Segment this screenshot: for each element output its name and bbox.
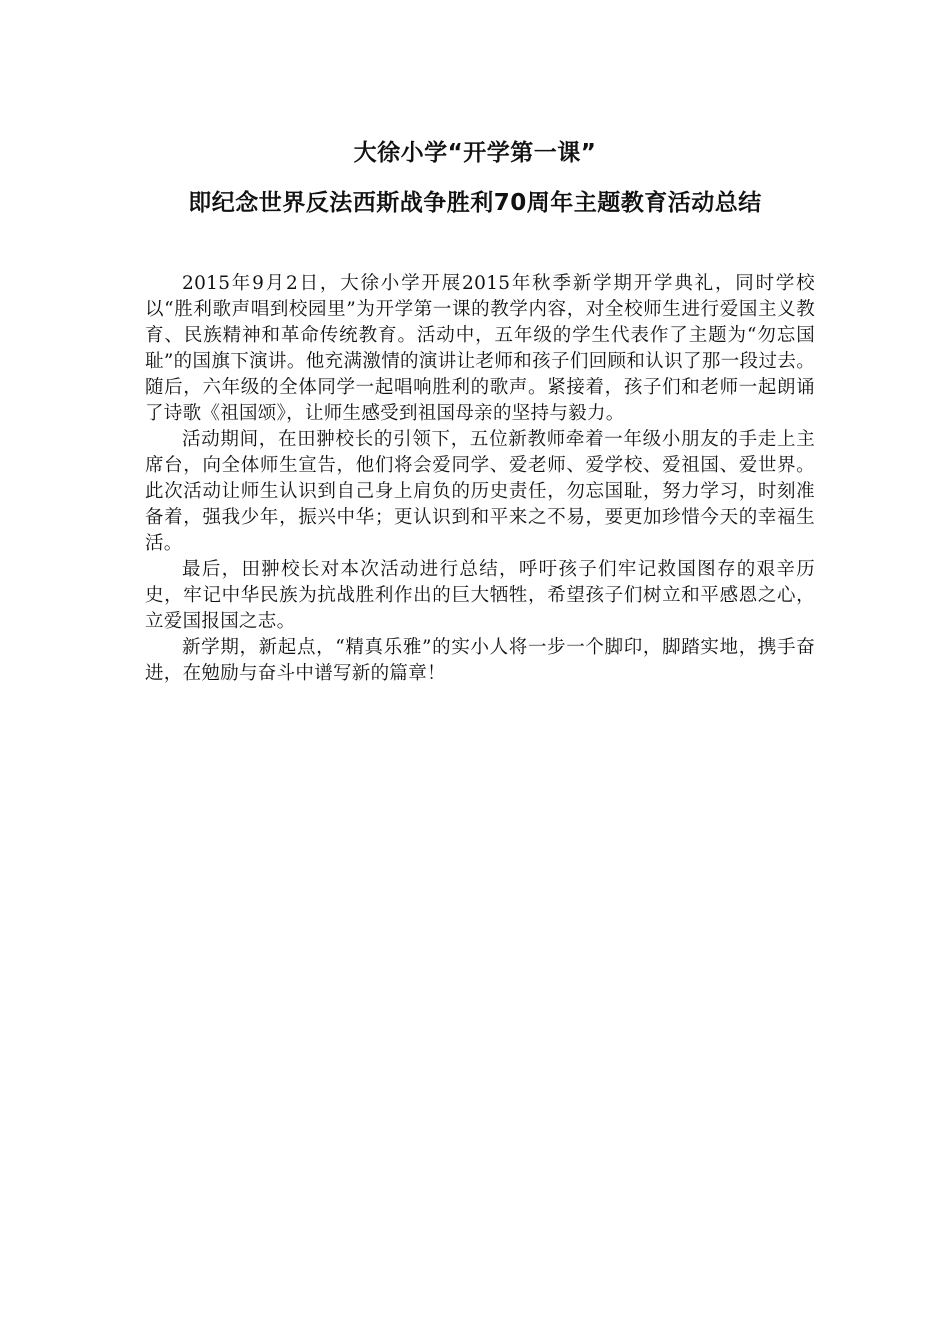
paragraph-3: 最后，田翀校长对本次活动进行总结，呼吁孩子们牢记救国图存的艰辛历史，牢记中华民族为抗战胜利作出的巨大牺牲，希望孩子们树立和平感恩之心，立爱国报国之志。 [145, 559, 815, 632]
document-title: 大徐小学“开学第一课” [353, 140, 597, 166]
document-subtitle: 即纪念世界反法西斯战争胜利70周年主题教育活动总结 [188, 190, 762, 216]
paragraph-1: 2015年9月2日，大徐小学开展2015年秋季新学期开学典礼，同时学校以“胜利歌声唱到校园里”为开学第一课的教学内容，对全校师生进行爱国主义教育、民族精神和革命传统教育。活动中，五年级的学生代表作了主题为“勿忘国耻”的国旗下演讲。他充满激情的演讲让老师和孩子们回顾和认识了那一段过去。随后，六年级的全体同学一起唱响胜利的歌声。紧接着，孩子们和老师一起朗诵了诗歌《祖国颂》，让师生感受到祖国母亲的坚持与毅力。 [145, 273, 815, 424]
document-body [145, 271, 815, 687]
paragraph-4: 新学期，新起点，“精真乐雅”的实小人将一步一个脚印，脚踏实地，携手奋进，在勉励与奋斗中谱写新的篇章！ [145, 637, 815, 684]
paragraph-2: 活动期间，在田翀校长的引领下，五位新教师牵着一年级小朋友的手走上主席台，向全体师生宣告，他们将会爱同学、爱老师、爱学校、爱祖国、爱世界。此次活动让师生认识到自己身上肩负的历史责任，勿忘国耻，努力学习，时刻准备着，强我少年，振兴中华；更认识到和平来之不易，要更加珍惜今天的幸福生活。 [145, 429, 815, 554]
title-block [0, 128, 950, 228]
